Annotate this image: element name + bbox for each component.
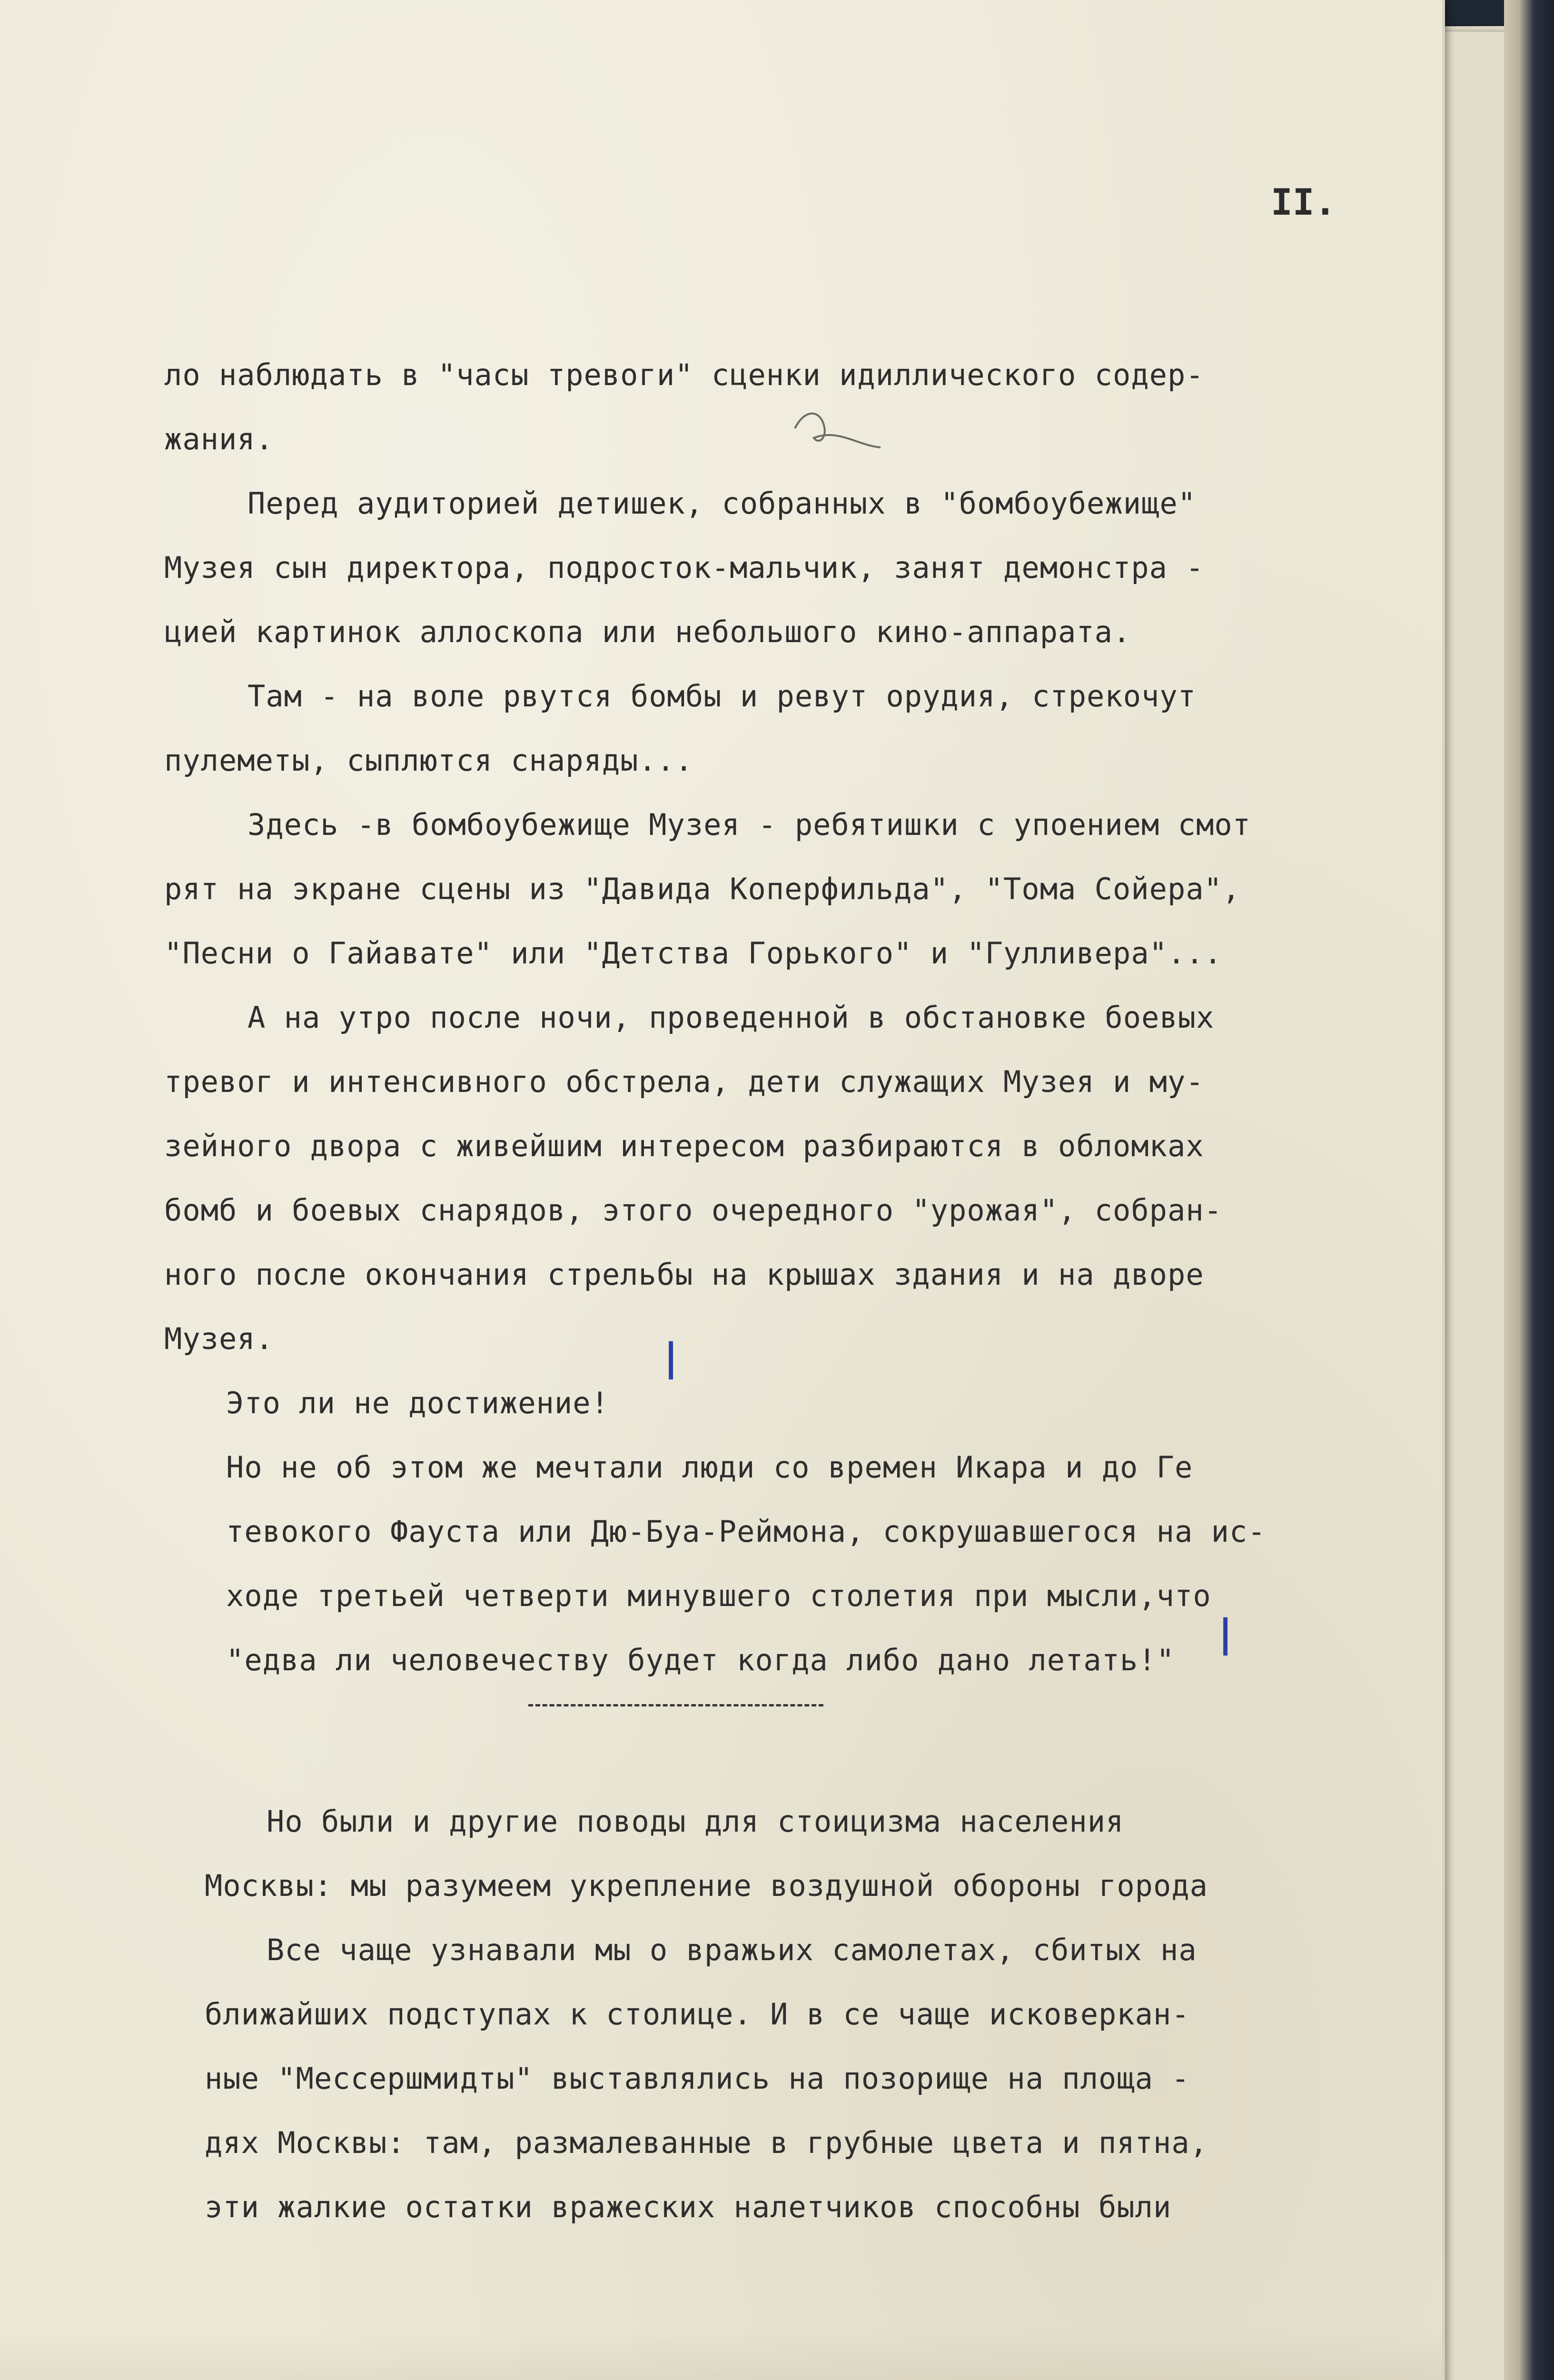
text-line: Но не об этом же мечтали люди со времен Икара и до Ге [226,1450,1193,1485]
text-line: тревог и интенсивного обстрела, дети служащих Музея и му- [164,1064,1204,1099]
binding-edge [1504,0,1554,2380]
text-line: Там - на воле рвутся бомбы и ревут орудия, стрекочут [247,679,1197,714]
text-line: тевокого Фауста или Дю-Буа-Реймона, сокрушавшегося на ис- [226,1514,1266,1549]
text-line: ные "Мессершмидты" выставлялись на позорище на площа - [205,2061,1190,2096]
text-line: Но были и другие поводы для стоицизма населения [267,1804,1124,1839]
text-line: Здесь -в бомбоубежище Музея - ребятишки с упоением смот [247,807,1251,842]
text-line: Перед аудиторией детишек, собранных в "бомбоубежище" [247,486,1197,521]
text-line: эти жалкие остатки вражеских налетчиков способны были [205,2190,1172,2224]
text-block-second [205,1790,1404,2240]
page-number: II. [1271,181,1336,223]
text-block-main [164,343,1402,1692]
text-line: бомб и боевых снарядов, этого очередного "урожая", собран- [164,1193,1222,1228]
text-line: ближайших подступах к столице. И в се чаще исковеркан- [205,1997,1190,2032]
text-line: рят на экране сцены из "Давида Коперфильда", "Тома Сойера", [164,872,1241,906]
text-line: "едва ли человечеству будет когда либо дано летать!" [226,1643,1175,1677]
text-line: жания. [164,422,274,456]
text-line: "Песни о Гайавате" или "Детства Горького" и "Гулливера"... [164,936,1222,971]
ink-exclamation-mark: | [1218,1611,1233,1656]
text-line: цией картинок аллоскопа или небольшого кино-аппарата. [164,615,1131,649]
text-line: ходе третьей четверти минувшего столетия при мысли,что [226,1578,1211,1613]
text-line: ло наблюдать в "часы тревоги" сценки идиллического содер- [164,357,1204,392]
text-line: пулеметы, сыплются снаряды... [164,743,693,778]
text-line: Музея сын директора, подросток-мальчик, занят демонстра - [164,550,1204,585]
text-line: Это ли не достижение! [226,1386,609,1420]
text-line: дях Москвы: там, размалеванные в грубные цвета и пятна, [205,2125,1208,2160]
text-line: А на утро после ночи, проведенной в обстановке боевых [247,1000,1215,1035]
page-bottom-shading [0,2332,1442,2380]
ink-exclamation-mark: | [664,1335,678,1379]
text-line: Все чаще узнавали мы о вражьих самолетах, сбитых на [267,1933,1197,1967]
section-separator [528,1704,823,1706]
text-line: Москвы: мы разумеем укрепление воздушной обороны города [205,1868,1208,1903]
text-line: зейного двора с живейшим интересом разбираются в обломках [164,1129,1204,1163]
text-line: Музея. [164,1321,274,1356]
text-line: ного после окончания стрельбы на крышах здания и на дворе [164,1257,1204,1292]
